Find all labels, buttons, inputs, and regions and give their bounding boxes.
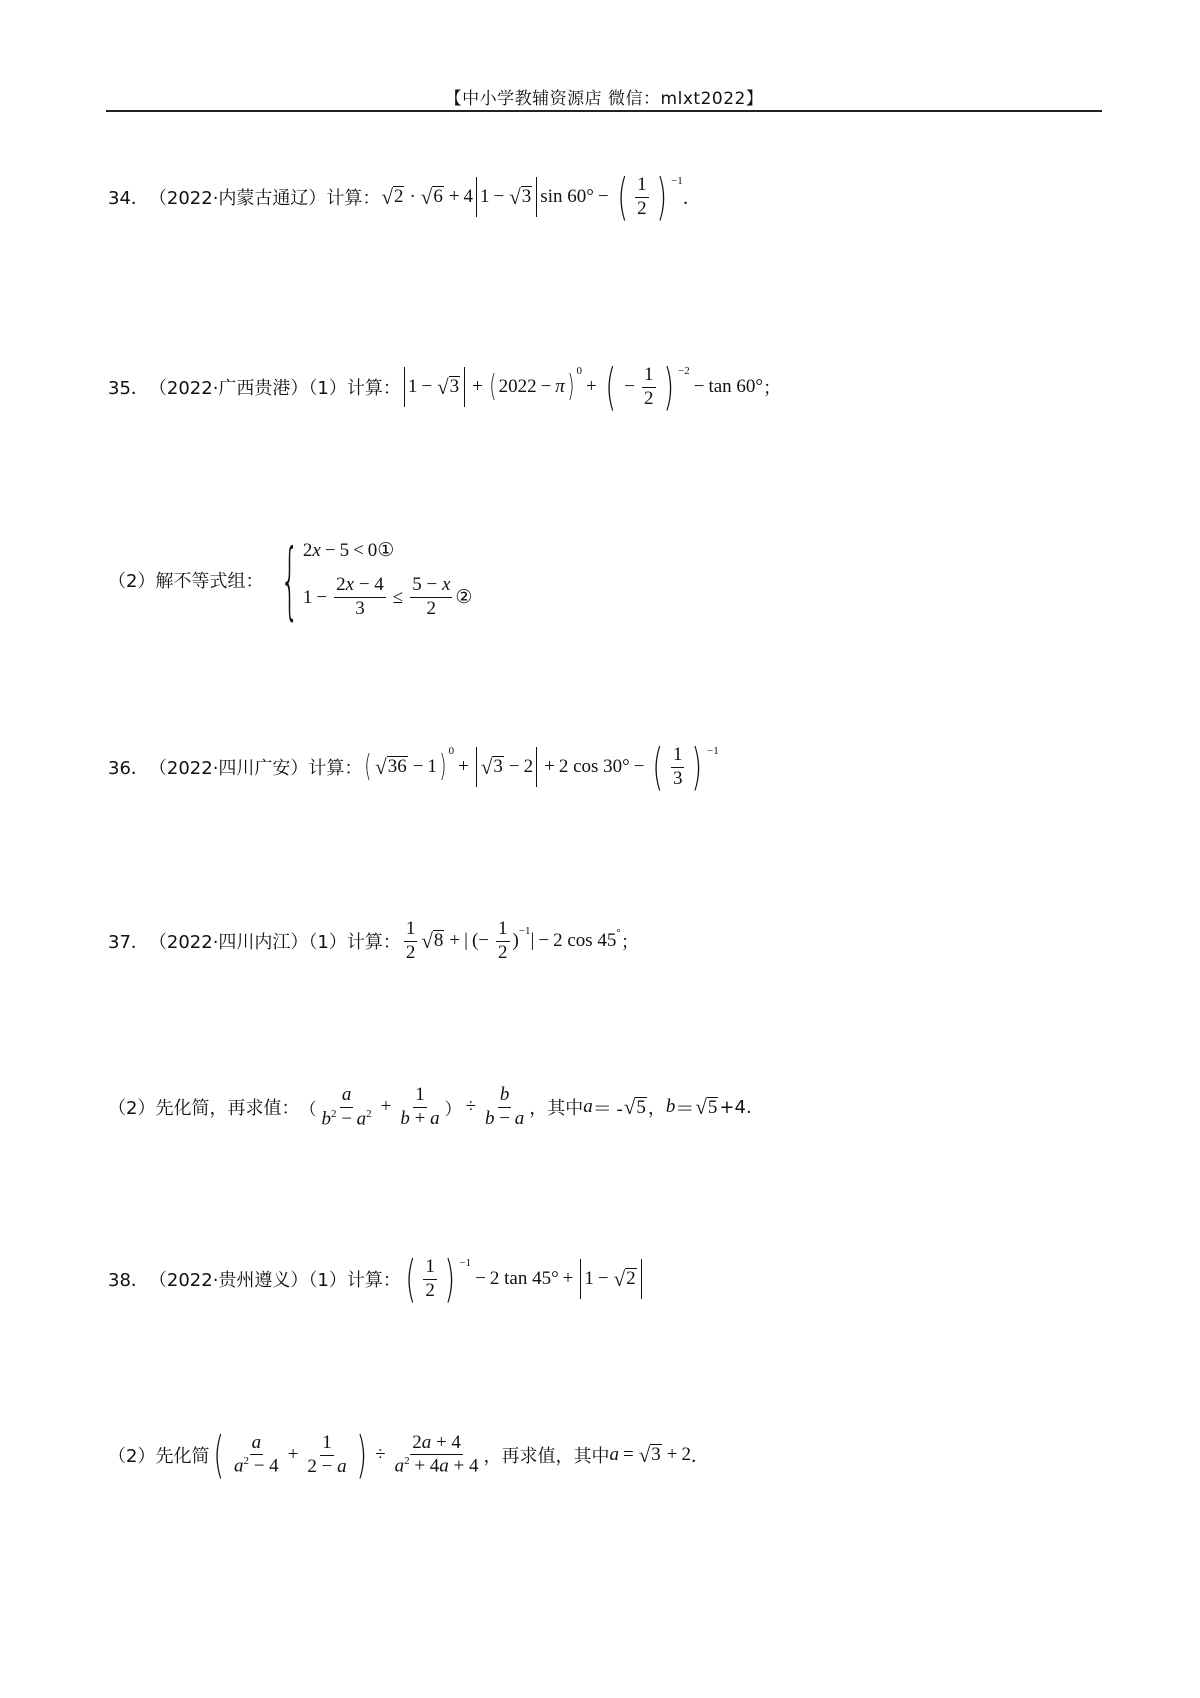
problem-37-part-2 [108, 1084, 752, 1131]
problem-34 [108, 168, 701, 226]
inequality-system: { 2 x − 5 < 0① 1 − $\frac{2x - 4}{3}$ ≤ $\frac{5 - x}{2}$ ② [280, 531, 473, 629]
problem-38 [108, 1250, 645, 1308]
part2-end: ． [690, 1446, 709, 1467]
problem-number: 34． [108, 188, 149, 209]
problem-number: 38． [108, 1270, 149, 1291]
problem-end: ； [763, 378, 782, 399]
problem-number: 37． [108, 932, 149, 954]
problem-end: ； [620, 932, 639, 954]
part2-label: （2）解不等式组： [108, 571, 264, 592]
expression-38-2: ( a $a^2 - 4$ + $\frac{1}{2 - a}$ ) ÷ $\frac{2a + 4}{a^2 + 4a + 4}$ [213, 1426, 479, 1484]
part2-label: （2）先化简，再求值： [108, 1098, 300, 1120]
problem-source: （2022·贵州遵义）（1）计算： [148, 1270, 401, 1291]
problem-number: 35． [108, 378, 149, 399]
problem-37 [108, 918, 639, 965]
part2-where: ，其中 [529, 1098, 584, 1120]
value-a: a ＝ - √ 5 [583, 1095, 646, 1120]
expression-35-1: 1 − √ 3 + ( 2022 − π ) $^0$ + ( − $\frac{1}{2}$ ) $^{-2}$ − tan 60° [401, 362, 763, 412]
expression-37-2: （ a $b^2 - a^2$ + $\frac{1}{b + a}$ ） ÷ $\frac{b}{b - a}$ [299, 1084, 525, 1130]
expression-38-1: ( 1 2 ) $^{-1}$ − 2 tan 45° + 1 − √ 2 [401, 1254, 645, 1304]
problem-38-part-2 [108, 1426, 709, 1484]
expression-36: ( √ 36 − 1 ) $^0$ + √ 3 − 2 + 2 cos 30° − ( 1 3 ) $^{-1}$ [364, 738, 719, 796]
part2-label: （2）先化简 [108, 1446, 210, 1467]
problem-36 [108, 738, 719, 796]
expression-34: √ 2 · √ 6 + 4 1 − √ 3 sin 60° − ( 1 2 ) $^{-1}$ [381, 168, 683, 226]
problem-source: （2022·广西贵港）（1）计算： [148, 378, 401, 399]
problem-end: ． [682, 188, 701, 209]
problem-source: （2022·四川内江）（1）计算： [148, 932, 401, 954]
part2-end: +4. [719, 1096, 752, 1118]
page-header: 【中小学教辅资源店 微信：mlxt2022】 [444, 89, 764, 109]
expression-37-1: 1 2 √ 8 + | (− $\frac{1}{2}$ ) $^{-1}$ | − 2 cos 45 ° [405, 918, 621, 963]
problem-source: （2022·内蒙古通辽）计算： [148, 188, 381, 209]
part2-sep: ， [647, 1098, 666, 1120]
problem-number: 36． [108, 758, 149, 779]
part2-mid: ，再求值，其中 [483, 1446, 610, 1467]
value-a: a = √ 3 + 2 [609, 1442, 691, 1467]
header-rule [106, 110, 1102, 112]
problem-source: （2022·四川广安）计算： [148, 758, 363, 779]
value-b: b ＝ √ 5 [665, 1095, 718, 1120]
problem-35 [108, 358, 782, 416]
problem-35-part-2 [108, 531, 473, 629]
